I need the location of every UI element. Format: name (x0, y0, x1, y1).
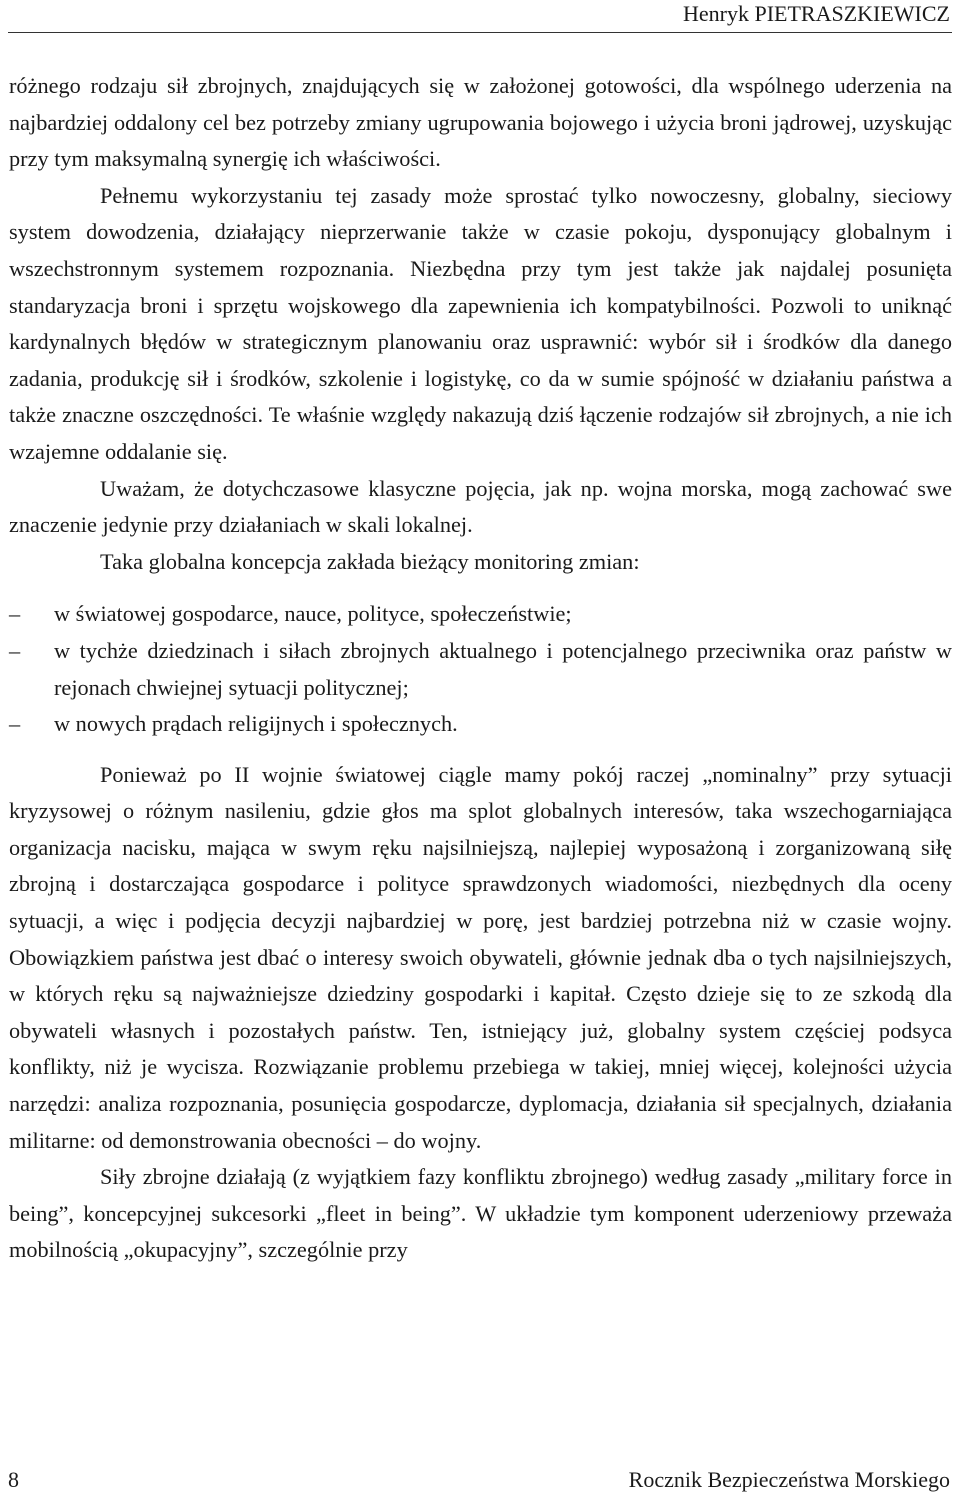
running-footer (8, 1466, 950, 1496)
paragraph-2: Pełnemu wykorzystaniu tej zasady może sprostać tylko nowoczesny, globalny, sieciowy system dowodzenia, działający nieprzerwanie także w czasie pokoju, dysponujący globalnym i wszechstronnym systemem rozpoznania. Niezbędna przy tym jest także jak najdalej posunięta standaryzacja broni i sprzętu wojskowego dla zapewnienia ich kompatybilności. Pozwoli to uniknąć kardynalnych błędów w strategicznym planowaniu oraz usprawnić: wybór sił i środków dla danego zadania, produkcję sił i środków, szkolenie i logistykę, co da w sumie spójność w działaniu państwa a także znaczne oszczędności. Te właśnie względy nakazują dziś łączenie rodzajów sił zbrojnych, a nie ich wzajemne oddalanie się. (9, 182, 952, 464)
list-item (9, 706, 952, 743)
article-body (9, 68, 952, 1269)
list-item-text: w nowych prądach religijnych i społecznych. (54, 711, 458, 737)
paragraph-4: Taka globalna koncepcja zakłada bieżący monitoring zmian: (100, 548, 640, 574)
list-item (9, 596, 952, 633)
paragraph-3: Uważam, że dotychczasowe klasyczne pojęcia, jak np. wojna morska, mogą zachować swe znaczenie jedynie przy działaniach w skali lokalnej. (9, 475, 952, 538)
list-dash: – (9, 711, 21, 737)
monitoring-list (9, 596, 952, 742)
list-dash: – (9, 637, 21, 663)
journal-title: Rocznik Bezpieczeństwa Morskiego (628, 1467, 950, 1492)
list-dash: – (9, 601, 21, 627)
paragraph-1: różnego rodzaju sił zbrojnych, znajdujących się w założonej gotowości, dla wspólnego uderzenia na najbardziej oddalony cel bez potrzeby zmiany ugrupowania bojowego i użycia broni jądrowej, uzyskując przy tym maksymalną synergię ich właściwości. (9, 73, 952, 172)
paragraph-6: Siły zbrojne działają (z wyjątkiem fazy konfliktu zbrojnego) według zasady „military force in being”, koncepcyjnej sukcesorki „fleet in being”. W układzie tym komponent uderzeniowy przeważa mobilnością „okupacyjny”, szczególnie przy (9, 1164, 952, 1263)
list-item (9, 633, 952, 706)
list-item-text: w tychże dziedzinach i siłach zbrojnych aktualnego i potencjalnego przeciwnika oraz państw w rejonach chwiejnej sytuacji politycznej; (54, 637, 952, 700)
paragraph-5: Ponieważ po II wojnie światowej ciągle mamy pokój raczej „nominalny” przy sytuacji kryzysowej o różnym nasileniu, gdzie głos ma splot globalnych interesów, taka wszechogarniająca organizacja nacisku, mająca w swym ręku najsilniejszą, najlepiej wyposażoną i zorganizowaną siłę zbrojną i dostarczająca gospodarce i polityce sprawdzonych wiadomości, niezbędnych dla oceny sytuacji, a więc i podjęcia decyzji najbardziej w porę, jest bardziej potrzebna niż w czasie wojny. Obowiązkiem państwa jest dbać o interesy swoich obywateli, głównie jednak dba o tych najsilniejszych, w których ręku są najważniejsze dziedziny gospodarki i kapitał. Często dzieje się to ze szkodą dla obywateli własnych i pozostałych państw. Ten, istniejący już, globalny system częściej podsyca konflikty, niż je wycisza. Rozwiązanie problemu przebiega w takiej, mniej więcej, kolejności użycia narzędzi: analiza rozpoznania, posunięcia gospodarcze, dyplomacja, działania sił specjalnych, działania militarne: od demonstrowania obecności – do wojny. (9, 761, 952, 1153)
page-number: 8 (8, 1467, 19, 1492)
running-header (8, 0, 952, 33)
header-author: Henryk PIETRASZKIEWICZ (682, 1, 950, 26)
list-item-text: w światowej gospodarce, nauce, polityce, społeczeństwie; (54, 601, 572, 627)
